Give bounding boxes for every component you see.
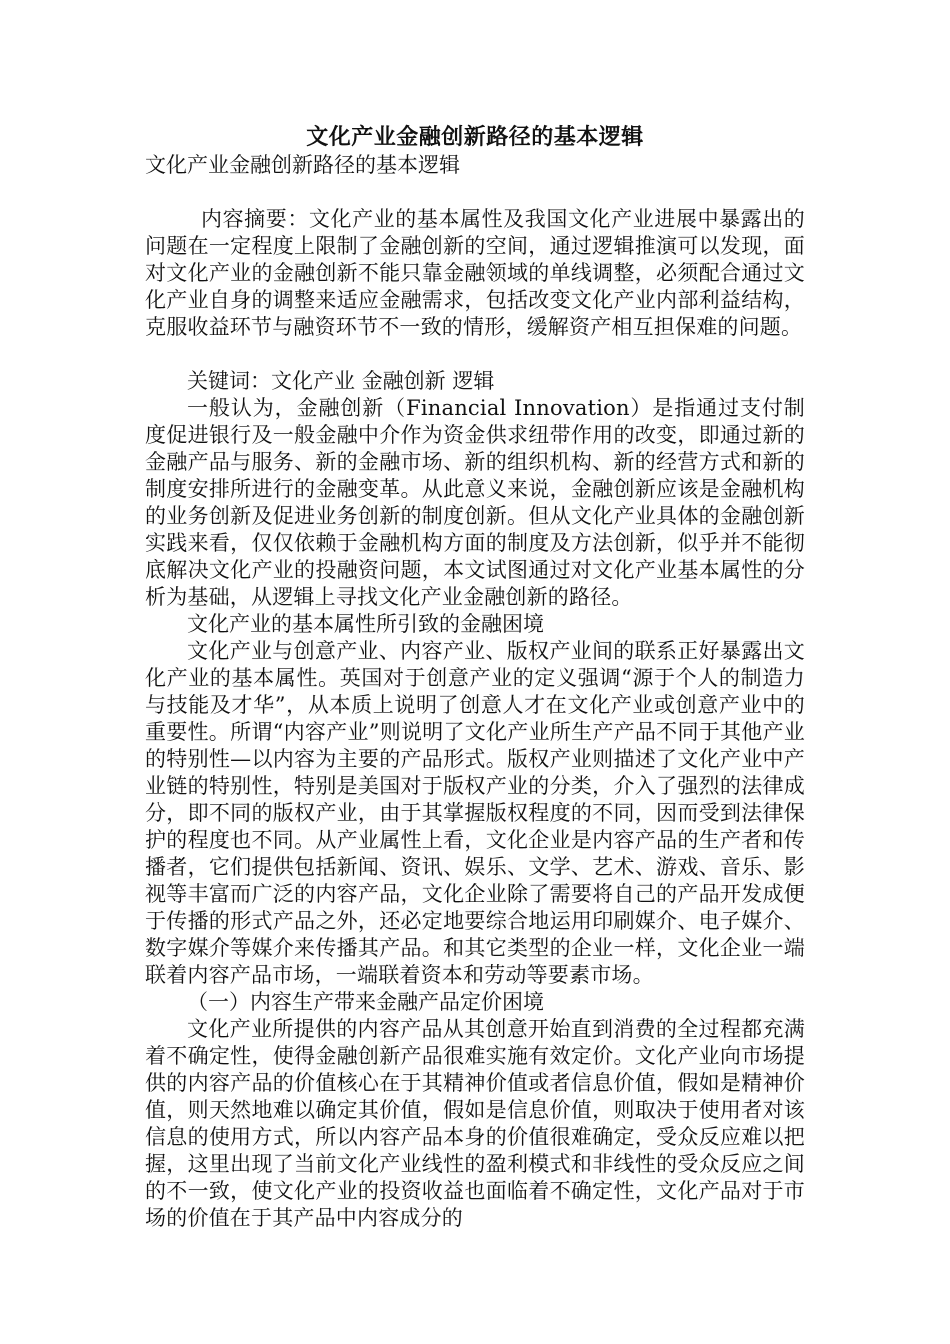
spacer	[145, 179, 805, 206]
section-body-paragraph: 文化产业与创意产业、内容产业、版权产业间的联系正好暴露出文化产业的基本属性。英国对于创意产业的定义强调“源于个人的制造力与技能及才华”，从本质上说明了创意人才在文化产业或创意产业中的重要性。所谓“内容产业”则说明了文化产业所生产产品不同于其他产业的特别性—以内容为主要的产品形式。版权产业则描述了文化产业中产业链的特别性，特别是美国对于版权产业的分类，介入了强烈的法律成分，即不同的版权产业，由于其掌握版权程度的不同，因而受到法律保护的程度也不同。从产业属性上看，文化企业是内容产品的生产者和传播者，它们提供包括新闻、资讯、娱乐、文学、艺术、游戏、音乐、影视等丰富而广泛的内容产品，文化企业除了需要将自己的产品开发成便于传播的形式产品之外，还必定地要综合地运用印刷媒介、电子媒介、数字媒介等媒介来传播其产品。和其它类型的企业一样，文化企业一端联着内容产品市场，一端联着资本和劳动等要素市场。	[145, 639, 805, 987]
document-subtitle: 文化产业金融创新路径的基本逻辑	[145, 153, 460, 177]
document-page	[145, 122, 805, 1232]
subsection-heading: （一）内容生产带来金融产品定价困境	[187, 990, 544, 1014]
document-title: 文化产业金融创新路径的基本逻辑	[306, 124, 644, 150]
section-heading: 文化产业的基本属性所引致的金融困境	[187, 612, 544, 636]
keywords-line: 关键词：文化产业 金融创新 逻辑	[187, 369, 495, 393]
spacer	[145, 341, 805, 368]
subsection-body-paragraph: 文化产业所提供的内容产品从其创意开始直到消费的全过程都充满着不确定性，使得金融创新产品很难实施有效定价。文化产业向市场提供的内容产品的价值核心在于其精神价值或者信息价值，假如是精神价值，则天然地难以确定其价值，假如是信息价值，则取决于使用者对该信息的使用方式，所以内容产品本身的价值很难确定，受众反应难以把握，这里出现了当前文化产业线性的盈利模式和非线性的受众反应之间的不一致，使文化产业的投资收益也面临着不确定性，文化产品对于市场的价值在于其产品中内容成分的	[145, 1017, 805, 1230]
intro-paragraph: 一般认为，金融创新（Financial Innovation）是指通过支付制度促进银行及一般金融中介作为资金供求纽带作用的改变，即通过新的金融产品与服务、新的金融市场、新的组织机构、新的经营方式和新的制度安排所进行的金融变革。从此意义来说，金融创新应该是金融机构的业务创新及促进业务创新的制度创新。但从文化产业具体的金融创新实践来看，仅仅依赖于金融机构方面的制度及方法创新，似乎并不能彻底解决文化产业的投融资问题，本文试图通过对文化产业基本属性的分析为基础，从逻辑上寻找文化产业金融创新的路径。	[145, 396, 805, 609]
abstract-paragraph: 内容摘要：文化产业的基本属性及我国文化产业进展中暴露出的问题在一定程度上限制了金融创新的空间，通过逻辑推演可以发现，面对文化产业的金融创新不能只靠金融领域的单线调整，必须配合通过文化产业自身的调整来适应金融需求，包括改变文化产业内部利益结构，克服收益环节与融资环节不一致的情形，缓解资产相互担保难的问题。	[145, 207, 805, 339]
